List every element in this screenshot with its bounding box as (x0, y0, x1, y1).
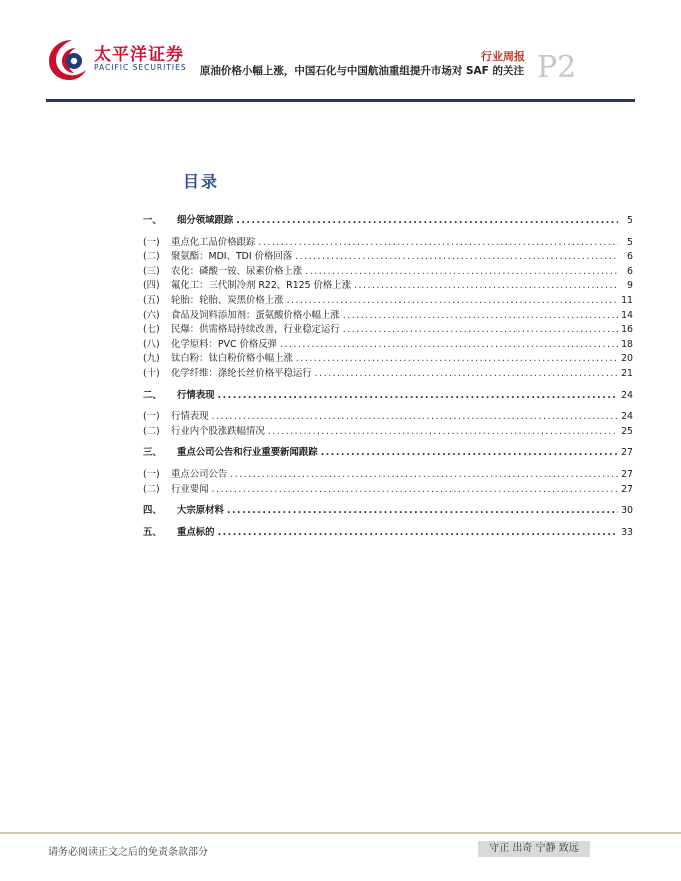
toc-entry[interactable] (143, 212, 633, 227)
toc-spacer (143, 517, 633, 524)
toc-entry-page: 6 (627, 265, 633, 277)
toc-entry[interactable] (143, 365, 633, 380)
toc-entry[interactable] (143, 466, 633, 481)
report-title: 原油价格小幅上涨，中国石化与中国航油重组提升市场对 SAF 的关注 (199, 65, 524, 77)
toc-entry[interactable] (143, 321, 633, 336)
toc-entry-number: (八) (143, 338, 160, 350)
toc-entry-number: (二) (143, 483, 160, 495)
toc-leader-dots (212, 484, 618, 495)
header-divider (46, 99, 635, 102)
toc-entry-page: 30 (621, 505, 633, 517)
toc-entry-number: (四) (143, 280, 160, 292)
logo-english-name: PACIFIC SECURITIES (94, 63, 187, 72)
toc-entry-label: 化学纤维：涤纶长丝价格平稳运行 (171, 367, 312, 379)
toc-entry-label: 大宗原材料 (177, 505, 224, 517)
toc-entry-label: 聚氨酯：MDI、TDI 价格回落 (171, 251, 293, 263)
toc-entry[interactable] (143, 277, 633, 292)
toc-entry-label: 重点公司公告和行业重要新闻跟踪 (177, 447, 318, 459)
toc-entry-number: 三、 (143, 447, 162, 459)
toc-entry-page: 9 (627, 280, 633, 292)
toc-entry-page: 18 (621, 338, 633, 350)
toc-spacer (143, 437, 633, 444)
footer-motto: 守正 出奇 宁静 致远 (478, 841, 590, 857)
toc-entry-label: 行情表现 (177, 389, 215, 401)
toc-entry[interactable] (143, 336, 633, 351)
toc-entry[interactable] (143, 423, 633, 438)
toc-spacer (143, 401, 633, 408)
toc-entry[interactable] (143, 234, 633, 249)
toc-entry-page: 16 (621, 324, 633, 336)
toc-entry-number: 五、 (143, 526, 162, 538)
toc-entry-number: (五) (143, 294, 160, 306)
toc-entry[interactable] (143, 524, 633, 539)
toc-leader-dots (218, 527, 618, 538)
toc-entry-page: 27 (621, 483, 633, 495)
toc-entry-page: 5 (627, 215, 633, 226)
toc-entry-page: 33 (621, 526, 633, 538)
toc-entry-number: (七) (143, 324, 160, 336)
company-logo (46, 36, 186, 82)
toc-spacer (143, 380, 633, 387)
logo-chinese-name: 太平洋证券 (94, 45, 184, 65)
toc-entry-label: 重点公司公告 (171, 468, 228, 480)
toc-spacer (143, 495, 633, 502)
toc-leader-dots (295, 251, 618, 262)
toc-entry-number: (六) (143, 309, 160, 321)
toc-entry[interactable] (143, 502, 633, 517)
toc-leader-dots (296, 353, 618, 364)
toc-entry-label: 化学原料：PVC 价格反弹 (171, 338, 277, 350)
toc-leader-dots (236, 215, 618, 226)
table-of-contents (143, 212, 633, 538)
page-number: P2 (537, 50, 577, 85)
toc-leader-dots (258, 237, 618, 248)
toc-entry-label: 轮胎：轮胎、炭黑价格上涨 (171, 294, 284, 306)
toc-entry-page: 21 (621, 367, 633, 379)
toc-leader-dots (230, 469, 618, 480)
toc-leader-dots (218, 390, 618, 401)
toc-entry[interactable] (143, 444, 633, 459)
toc-heading: 目录 (183, 172, 220, 191)
toc-leader-dots (354, 280, 618, 291)
toc-leader-dots (268, 426, 618, 437)
toc-entry-page: 27 (621, 447, 633, 459)
toc-leader-dots (315, 368, 618, 379)
toc-entry-page: 5 (627, 236, 633, 248)
toc-entry[interactable] (143, 292, 633, 307)
toc-entry-label: 氟化工：三代制冷剂 R22、R125 价格上涨 (171, 280, 352, 292)
toc-entry-number: (一) (143, 236, 160, 248)
footer-divider (0, 832, 681, 834)
toc-leader-dots (280, 339, 618, 350)
toc-entry[interactable] (143, 248, 633, 263)
toc-spacer (143, 227, 633, 234)
toc-entry-page: 11 (621, 294, 633, 306)
toc-entry-label: 行业内个股涨跌幅情况 (171, 425, 265, 437)
toc-entry-page: 24 (621, 411, 633, 423)
toc-entry-number: (九) (143, 353, 160, 365)
toc-entry-number: 一、 (143, 215, 162, 226)
toc-entry-number: (十) (143, 367, 160, 379)
toc-entry-number: 二、 (143, 389, 162, 401)
toc-leader-dots (321, 447, 618, 458)
toc-entry-label: 行情表现 (171, 411, 209, 423)
toc-leader-dots (343, 310, 618, 321)
toc-entry[interactable] (143, 408, 633, 423)
toc-entry-page: 24 (621, 389, 633, 401)
pacific-securities-logo-icon (46, 36, 88, 82)
page-header (0, 0, 681, 105)
footer-disclaimer: 请务必阅读正文之后的免责条款部分 (48, 847, 208, 858)
toc-entry-page: 27 (621, 468, 633, 480)
toc-entry[interactable] (143, 350, 633, 365)
toc-leader-dots (305, 266, 618, 277)
toc-leader-dots (212, 411, 618, 422)
toc-entry[interactable] (143, 387, 633, 402)
toc-entry-label: 重点标的 (177, 526, 215, 538)
toc-spacer (143, 459, 633, 466)
toc-entry-label: 农化：磷酸一铵、尿素价格上涨 (171, 265, 303, 277)
toc-entry[interactable] (143, 307, 633, 322)
toc-entry-number: (二) (143, 251, 160, 263)
toc-entry-number: 四、 (143, 505, 162, 517)
toc-leader-dots (343, 324, 618, 335)
toc-entry-number: (三) (143, 265, 160, 277)
toc-entry-number: (一) (143, 411, 160, 423)
toc-entry[interactable] (143, 263, 633, 278)
toc-leader-dots (227, 505, 618, 516)
toc-entry-page: 20 (621, 353, 633, 365)
toc-entry-number: (一) (143, 468, 160, 480)
toc-entry-page: 14 (621, 309, 633, 321)
toc-entry-label: 行业要闻 (171, 483, 209, 495)
toc-entry-page: 25 (621, 425, 633, 437)
toc-entry-label: 民爆：供需格局持续改善，行业稳定运行 (171, 324, 340, 336)
toc-entry-label: 钛白粉：钛白粉价格小幅上涨 (171, 353, 293, 365)
toc-entry[interactable] (143, 481, 633, 496)
toc-entry-label: 重点化工品价格跟踪 (171, 236, 256, 248)
toc-leader-dots (287, 295, 618, 306)
toc-entry-number: (二) (143, 425, 160, 437)
toc-entry-label: 细分领域跟踪 (177, 215, 234, 226)
toc-entry-page: 6 (627, 251, 633, 263)
report-type-label: 行业周报 (481, 50, 525, 63)
toc-entry-label: 食品及饲料添加剂：蛋氨酸价格小幅上涨 (171, 309, 340, 321)
